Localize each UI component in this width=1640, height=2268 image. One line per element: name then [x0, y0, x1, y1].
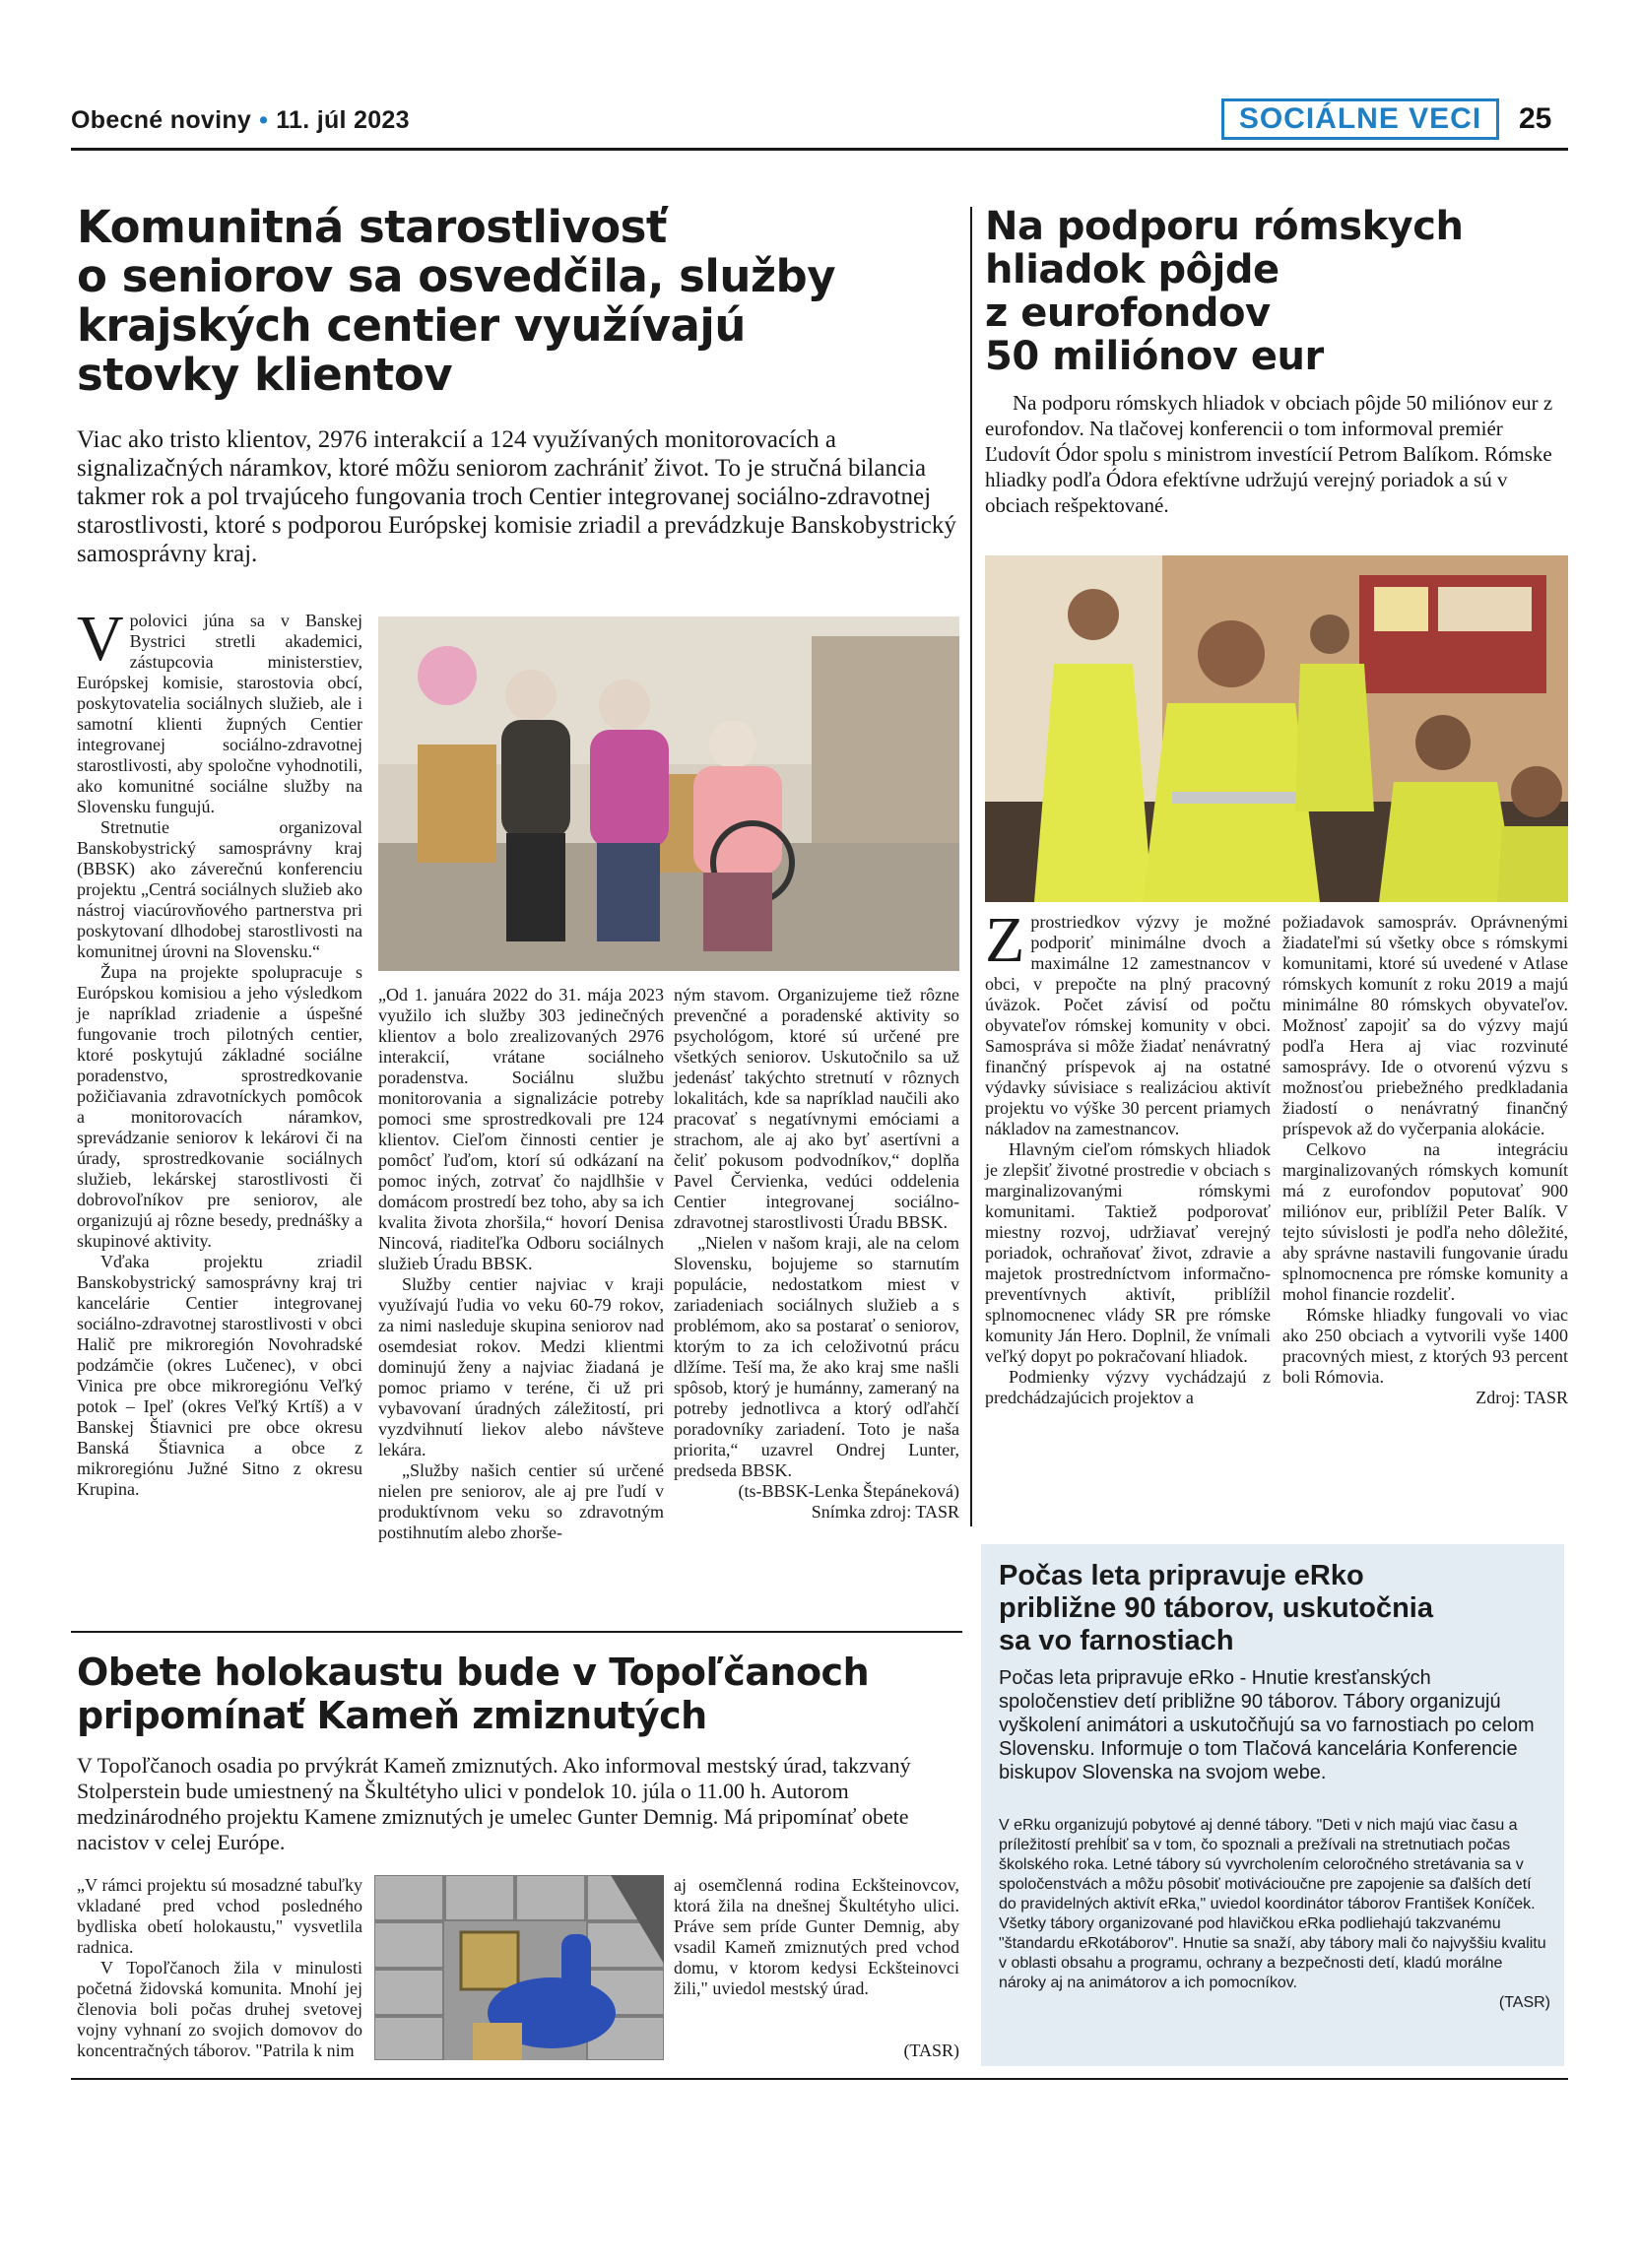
headline-line: 50 miliónov eur	[985, 334, 1324, 379]
paragraph: V Topoľčanoch žila v minulosti početná židovská komunita. Mnohí jej členovia boli počas druhej svetovej vojny vyhnaní zo svojich domovov do koncentračných táborov. "Patrila k nim	[77, 1958, 362, 2060]
page-number: 25	[1519, 102, 1552, 135]
article1-column-1	[77, 603, 362, 1500]
paragraph: Celkovo na integráciu marginalizovaných rómskych komunít má z eurofondov poputovať 900 miliónov eur, priblížil Peter Balík. V tejto súvislosti je podľa neho dôležité, aby správne nastavili fungovanie úradu splnomocnenca pre rómske komunity a mohol financie rozdeliť.	[1282, 1139, 1568, 1304]
author-credit: (ts-BBSK-Lenka Štepáneková)	[738, 1481, 959, 1501]
headline-line: sa vo farnostiach	[999, 1625, 1234, 1656]
paragraph: „Služby našich centier sú určené nielen pre seniorov, ale aj pre ľudí v produktívnom veku so zdravotným postihnutím alebo zhorše-	[378, 1460, 664, 1542]
headline-line: stovky klientov	[77, 349, 453, 401]
headline-line: krajských centier využívajú	[77, 299, 746, 352]
issue-date: 11. júl 2023	[276, 106, 410, 134]
stolperstein-photo	[374, 1875, 664, 2060]
masthead	[71, 106, 410, 135]
paragraph: V eRku organizujú pobytové aj denné tábory. "Deti v nich majú viac času a príležitostí prehĺbiť sa v tom, čo spoznali a prežívali na stretnutiach počas školského roka. Letné tábory sú vyvrcholením celoročného stretávania sa v spoločenstvách a môžu pôsobiť motivácioučne pre zapojenie sa ďalších detí do pravidelných aktivít eRka," uviedol koordinátor táborov František Koníček.	[999, 1817, 1536, 1912]
headline-line: Počas leta pripravuje eRko	[999, 1560, 1364, 1591]
stolperstein-photo-illustration	[374, 1875, 664, 2060]
headline-line: hliadok pôjde	[985, 247, 1279, 292]
masthead-separator: •	[259, 106, 269, 134]
article2-headline	[985, 205, 1566, 378]
roma-patrol-photo	[985, 555, 1568, 902]
article3-column-2	[674, 1875, 959, 1999]
article3-credit: (TASR)	[903, 2041, 959, 2060]
paragraph: aj osemčlenná rodina Eckšteinovcov, ktorá žila na dnešnej Škultétyho ulici. Práve sem príde Gunter Demnig, aby vsadil Kameň zmiznutých pred vchod domu, v ktorom kedysi Eckšteinovci žili," uviedol mestský úrad.	[674, 1875, 959, 1998]
footer-rule	[71, 2078, 1568, 2080]
paragraph: požiadavok samospráv. Oprávnenými žiadateľmi sú všetky obce s rómskymi komunitami, ktoré sú uvedené v Atlase rómskych komunít z roku 2019 a majú minimálne 80 rómskych obyvateľov. Možnosť zapojiť sa do výzvy majú podľa Hera aj viac rozvinuté samosprávy. Ide o otvorenú výzvu s možnosťou priebežného predkladania žiadostí o nenávratný finančný príspevok až do vyčerpania alokácie.	[1282, 912, 1568, 1138]
paragraph: Župa na projekte spolupracuje s Európskou komisiou a jeho výsledkom je napríklad zriadenie a úspešné fungovanie troch pilotných centier, ktoré poskytujú základné sociálne poradenstvo, sprostredkovanie požičiavania zdravotníckych pomôcok a monitorovacích náramkov, sprevádzanie seniorov k lekárovi či na úrady, sprostredkovanie sociálnych služieb, lekárskej starostlivosti či dobrovoľníkov pre seniorov, ale organizujú aj rôzne besedy, prednášky a skupinové aktivity.	[77, 962, 362, 1251]
paragraph: Všetky tábory organizované pod hlavičkou eRka podliehajú takzvanému "štandardu eRkotáborov". Hnutie sa snaží, aby tábory mali čo najvyššiu kvalitu v oblasti obsahu a programu, ochrany a bezpečnosti detí, kladú morálne nároky aj na animátorov a ich pomocníkov.	[999, 1915, 1546, 1991]
header-rule	[71, 148, 1568, 151]
paragraph: Služby centier najviac v kraji využívajú ľudia vo veku 60-79 rokov, za nimi nasleduje skupina seniorov nad osemdesiat rokov. Medzi klientmi dominujú ženy a najviac žiadaná je pomoc priamo v teréne, či už pri vybavovaní úradných záležitostí, pri vyzdvihnutí liekov alebo návšteve lekára.	[378, 1274, 664, 1459]
article2-column-1	[985, 904, 1271, 1408]
article3-lead: V Topoľčanoch osadia po prvýkrát Kameň zmiznutých. Ako informoval mestský úrad, takzvaný Stolperstein bude umiestnený na Škultétyho ulici v pondelok 10. júla o 11.00 h. Autorom medzinárodného projektu Kamene zmiznutých je umelec Gunter Demnig. Má pripomínať obete nacistov v celej Európe.	[77, 1753, 911, 1854]
paragraph: „V rámci projektu sú mosadzné tabuľky vkladané pred vchod posledného bydliska obetí holokaustu," vysvetlila radnica.	[77, 1875, 362, 1957]
paragraph: Vďaka projektu zriadil Banskobystrický samosprávny kraj tri kancelárie Centier integrovanej sociálno-zdravotnej starostlivosti v obci Halič pre mikroregión Novohradské podzámčie (okres Lučenec), v obci Vinica pre obce mikroregiónu Veľký potok – Ipeľ (okres Veľký Krtíš) a v Banskej Štiavnici pre obce okresu Banská Štiavnica a obce z mikroregiónu Južné Sitno z okresu Krupina.	[77, 1252, 362, 1499]
paragraph: Rómske hliadky fungovali vo viac ako 250 obciach a vytvorili vyše 1400 pracovných miest, z ktorých 93 percent boli Rómovia.	[1282, 1305, 1568, 1387]
drop-cap: V	[77, 603, 124, 675]
sidebar-lead: Počas leta pripravuje eRko - Hnutie kresťanských spoločenstiev detí približne 90 táborov. Tábory organizujú vyškolení animátori a uskutočňujú sa vo farnostiach po celom Slovensku. Informuje o tom Tlačová kancelária Konferencie biskupov Slovenska na svojom webe.	[999, 1667, 1535, 1783]
article1-column-2	[378, 985, 664, 1543]
paragraph: Hlavným cieľom rómskych hliadok je zlepšiť životné prostredie v obciach s marginalizovanými rómskymi komunitami. Taktiež podporovať miestny rozvoj, udržiavať verejný poriadok, ochraňovať život, zdravie a majetok prostredníctvom informačno-preventívnych aktivít, priblížil splnomocnenec vlády SR pre rómske komunity Ján Hero. Doplnil, že vnímali veľký dopyt po pokračovaní hliadok.	[985, 1139, 1271, 1366]
paragraph: Stretnutie organizoval Banskobystrický samosprávny kraj (BBSK) ako záverečnú konferenciu projektu „Centrá sociálnych služieb ako nástroj viacúrovňového partnerstva pri poskytovaní dlhodobej starostlivosti na komunitnej úrovni na Slovensku.“	[77, 817, 362, 961]
headline-line: Obete holokaustu bude v Topoľčanoch	[77, 1651, 870, 1694]
article1-lead: Viac ako tristo klientov, 2976 interakcií a 124 využívaných monitorovacích a signalizačných náramkov, ktoré môžu seniorom zachrániť život. To je stručná bilancia takmer rok a pol trvajúceho fungovania troch Centier integrovanej sociálno-zdravotnej starostlivosti, ktoré s podporou Európskej komisie zriadil a prevádzkuje Banskobystrický samosprávny kraj.	[77, 426, 956, 567]
paragraph: polovici júna sa v Banskej Bystrici stretli akademici, zástupcovia ministerstiev, Európskej komisie, starostovia obcí, poskytovatelia sociálnych služieb, ale i samotní klienti župných Centier integrovanej sociálno-zdravotnej starostlivosti, aby spoločne vyhodnotili, ako komunitné sociálne služby na Slovensku fungujú.	[77, 611, 362, 816]
sidebar-headline	[999, 1560, 1550, 1657]
sidebar-box	[981, 1544, 1564, 2066]
headline-line: približne 90 táborov, uskutočnia	[999, 1592, 1433, 1624]
source-credit: (TASR)	[1498, 1994, 1550, 2011]
section-label: SOCIÁLNE VECI	[1221, 98, 1499, 140]
paragraph: prostriedkov výzvy je možné podporiť minimálne dvoch a maximálne 12 zamestnancov v obci, v prepočte na plný pracovný úväzok. Počet závisí od počtu obyvateľov rómskej komunity v obci. Samospráva si môže žiadať nenávratný finančný príspevok aj na ostatné výdavky súvisiace s realizáciou aktivít projektu vo výške 30 percent priamych nákladov na zamestnancov.	[985, 912, 1271, 1138]
article-rule	[71, 1631, 962, 1633]
drop-cap: Z	[985, 904, 1025, 976]
paragraph: „Nielen v našom kraji, ale na celom Slovensku, bojujeme so starnutím populácie, nedostatkom miest v zariadeniach sociálnych služieb a s problémom, ako sa postarať o seniorov, ktorým to za ich celoživotnú prácu dlžíme. Teší ma, že ako kraj sme našli spôsob, ktorý je humánny, zameraný na potreby jednotlivca a ktorý odľahčí poradovníky zariadení. Toto je naša priorita,“ uzavrel Ondrej Lunter, predseda BBSK.	[674, 1233, 959, 1480]
article1-headline	[77, 203, 963, 400]
column-divider	[970, 207, 972, 1526]
roma-patrol-photo-illustration	[985, 555, 1568, 902]
headline-line: o seniorov sa osvedčila, služby	[77, 250, 836, 302]
publication-name: Obecné noviny	[71, 106, 252, 134]
paragraph: „Od 1. januára 2022 do 31. mája 2023 využilo ich služby 303 jedinečných klientov a bolo zrealizovaných 2976 interakcií, vrátane sociálneho poradenstva. Sociálnu službu monitorovania a signalizácie potreby pomoci sme sprostredkovali pre 124 klientov. Cieľom činnosti centier je pomôcť ľuďom, ktorí sú odkázaní na pomoc iných, zotrvať čo najdlhšie v domácom prostredí bez toho, aby sa ich kvalita života zhoršila,“ hovorí Denisa Nincová, riaditeľka Odboru sociálnych služieb Úradu BBSK.	[378, 985, 664, 1273]
sidebar-body	[999, 1816, 1550, 2013]
paragraph: Podmienky výzvy vychádzajú z predchádzajúcich projektov a	[985, 1367, 1271, 1407]
headline-line: pripomínať Kameň zmiznutých	[77, 1694, 707, 1737]
article3-headline	[77, 1651, 968, 1737]
paragraph: ným stavom. Organizujeme tiež rôzne prevenčné a poradenské aktivity so psychológom, ktoré sú určené pre všetkých seniorov. Uskutočnilo sa už jedenásť takýchto stretnutí v rôznych lokalitách, kde sa napríklad naučili ako pracovať s negatívnymi emóciami a strachom, ale aj ako byť asertívni a čeliť pokusom podvodníkov,“ doplňa Pavel Červienka, vedúci oddelenia Centier integrovanej sociálno-zdravotnej starostlivosti Úradu BBSK.	[674, 985, 959, 1232]
photo-credit: Snímka zdroj: TASR	[811, 1502, 959, 1522]
article2-column-2	[1282, 912, 1568, 1408]
headline-line: z eurofondov	[985, 291, 1271, 336]
seniors-photo-illustration	[378, 616, 959, 971]
article1-column-3	[674, 985, 959, 1523]
source-credit: Zdroj: TASR	[1476, 1388, 1568, 1407]
article3-column-1	[77, 1875, 362, 2061]
headline-line: Komunitná starostlivosť	[77, 201, 667, 253]
article2-lead: Na podporu rómskych hliadok v obciach pôjde 50 miliónov eur z eurofondov. Na tlačovej konferencii o tom informoval premiér Ľudovít Ódor spolu s ministrom investícií Petrom Balíkom. Rómske hliadky podľa Ódora efektívne udržujú verejný poriadok a sú v obciach rešpektované.	[985, 391, 1553, 517]
headline-line: Na podporu rómskych	[985, 204, 1464, 249]
seniors-photo	[378, 616, 959, 971]
